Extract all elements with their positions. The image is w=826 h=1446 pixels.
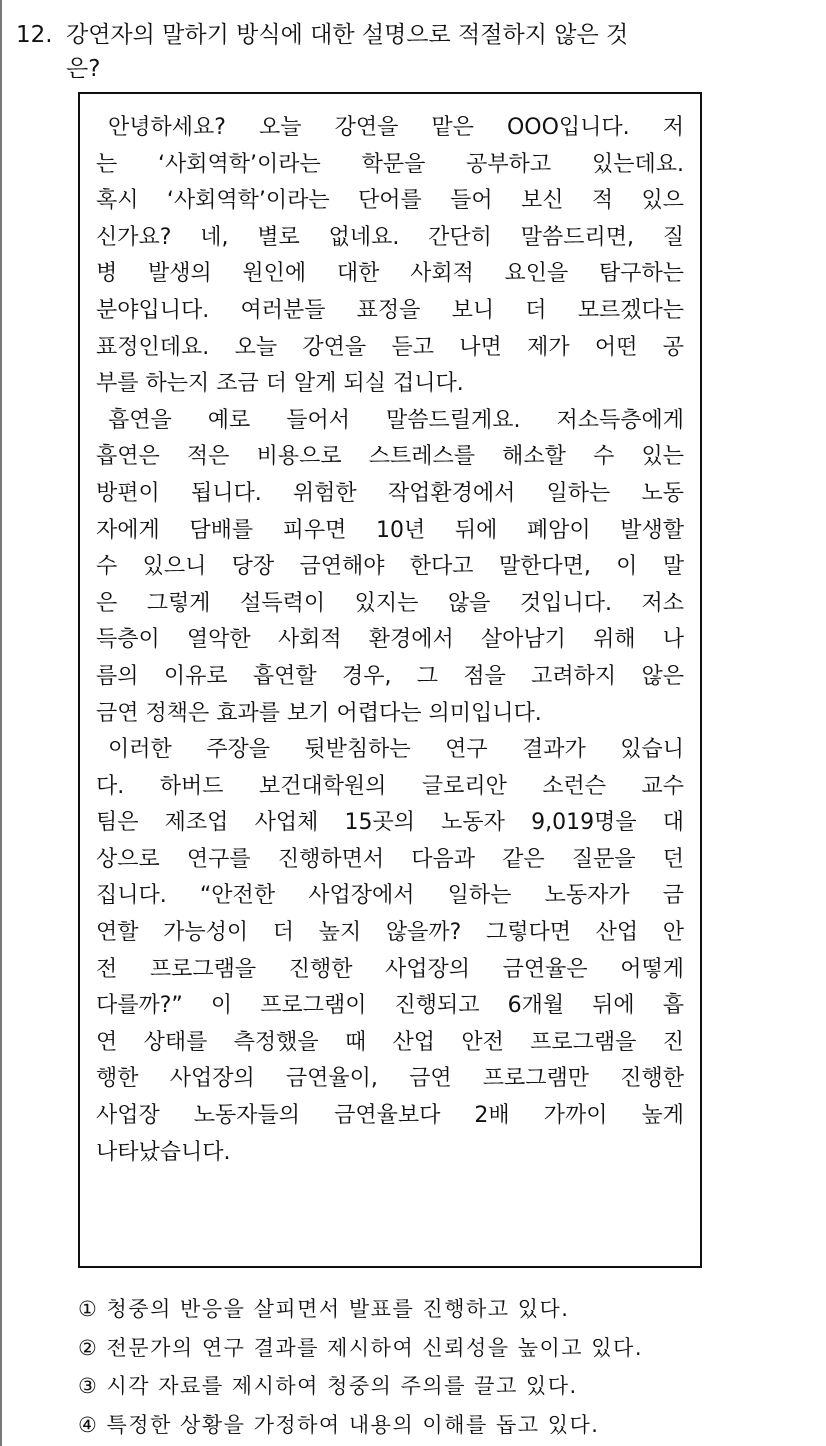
passage-line: 은 그렇게 설득력이 있지는 않을 것입니다. 저소	[96, 590, 684, 616]
passage-line: 집니다. “안전한 사업장에서 일하는 노동자가 금	[96, 883, 684, 909]
passage-line: 연할 가능성이 더 높지 않을까? 그렇다면 산업 안	[96, 920, 684, 946]
passage-line: 표정인데요. 오늘 강연을 듣고 나면 제가 어떤 공	[96, 334, 684, 360]
passage-line: 사업장 노동자들의 금연율보다 2배 가까이 높게	[96, 1103, 684, 1129]
passage-line: 흡연은 적은 비용으로 스트레스를 해소할 수 있는	[96, 444, 684, 470]
question-text-line-1: 강연자의 말하기 방식에 대한 설명으로 적절하지 않은 것	[66, 22, 629, 48]
answer-choices	[78, 1290, 643, 1444]
answer-choice-1[interactable]: ① 청중의 반응을 살피면서 발표를 진행하고 있다.	[78, 1297, 570, 1321]
passage-line: 수 있으니 당장 금연해야 한다고 말한다면, 이 말	[96, 554, 684, 580]
passage-line: 다. 하버드 보건대학원의 글로리안 소런슨 교수	[96, 773, 684, 799]
question-number: 12.	[16, 22, 53, 48]
page-left-border	[0, 0, 2, 1446]
passage-line: 방편이 됩니다. 위험한 작업환경에서 일하는 노동	[96, 480, 684, 506]
passage-line: 혹시 ‘사회역학’이라는 단어를 들어 보신 적 있으	[96, 188, 684, 214]
question-text-line-2: 은?	[66, 56, 101, 82]
passage-text	[96, 110, 684, 1171]
answer-choice-2[interactable]: ② 전문가의 연구 결과를 제시하여 신뢰성을 높이고 있다.	[78, 1335, 644, 1360]
passage-line: 금연 정책은 효과를 보기 어렵다는 의미입니다.	[96, 700, 542, 726]
passage-line: 부를 하는지 조금 더 알게 되실 겁니다.	[96, 371, 464, 397]
passage-line: 는 ‘사회역학’이라는 학문을 공부하고 있는데요.	[96, 151, 684, 177]
answer-choice-3[interactable]: ③ 시각 자료를 제시하여 청중의 주의를 끌고 있다.	[78, 1374, 578, 1398]
passage-line: 안녕하세요? 오늘 강연을 맡은 OOO입니다. 저	[108, 115, 684, 140]
passage-line: 름의 이유로 흡연할 경우, 그 점을 고려하지 않은	[96, 663, 684, 689]
passage-line: 분야입니다. 여러분들 표정을 보니 더 모르겠다는	[96, 297, 684, 323]
passage-line: 신가요? 네, 별로 없네요. 간단히 말씀드리면, 질	[96, 224, 684, 250]
passage-line: 다를까?” 이 프로그램이 진행되고 6개월 뒤에 흡	[96, 993, 684, 1019]
passage-line: 병 발생의 원인에 대한 사회적 요인을 탐구하는	[96, 261, 684, 287]
passage-line: 전 프로그램을 진행한 사업장의 금연율은 어떻게	[96, 956, 684, 982]
passage-line: 득층이 열악한 사회적 환경에서 살아남기 위해 나	[96, 627, 684, 653]
passage-line: 흡연을 예로 들어서 말씀드릴게요. 저소득층에게	[108, 407, 684, 433]
passage-box	[78, 92, 702, 1268]
passage-line: 이러한 주장을 뒷받침하는 연구 결과가 있습니	[108, 737, 684, 763]
passage-line: 행한 사업장의 금연율이, 금연 프로그램만 진행한	[96, 1066, 684, 1092]
passage-line: 연 상태를 측정했을 때 산업 안전 프로그램을 진	[96, 1029, 684, 1055]
question-stem	[16, 18, 736, 86]
passage-line: 상으로 연구를 진행하면서 다음과 같은 질문을 던	[96, 846, 684, 872]
passage-line: 나타났습니다.	[96, 1139, 231, 1165]
answer-choice-4[interactable]: ④ 특정한 상황을 가정하여 내용의 이해를 돕고 있다.	[78, 1412, 600, 1437]
passage-line: 자에게 담배를 피우면 10년 뒤에 폐암이 발생할	[96, 517, 684, 543]
passage-line: 팀은 제조업 사업체 15곳의 노동자 9,019명을 대	[96, 810, 684, 836]
